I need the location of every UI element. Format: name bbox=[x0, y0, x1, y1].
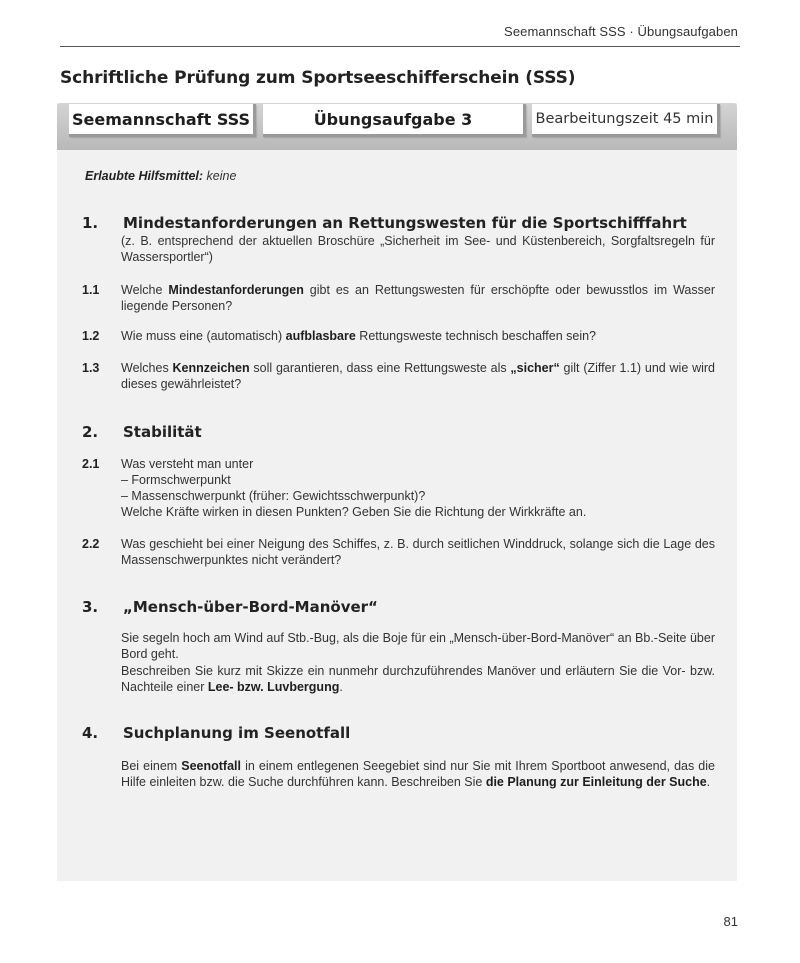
section-3-number: 3. bbox=[82, 598, 99, 616]
section-2-number: 2. bbox=[82, 423, 99, 441]
q11-c: gibt es an Rettungswesten für erschöpfte oder bewusstlos im Wasser liegende Personen? bbox=[121, 283, 715, 313]
q13-e: gilt (Ziffer 1.1) und wie wird dieses gewährleistet? bbox=[121, 361, 716, 391]
section-1-number: 1. bbox=[82, 214, 99, 232]
allowed-aids-value: keine bbox=[203, 169, 237, 183]
s3-task-a: Beschreiben Sie kurz mit Skizze ein nunmehr durchzuführendes Manöver und erläutern Sie die Vor- bzw. Nachteile einer bbox=[121, 664, 715, 694]
page-number: 81 bbox=[723, 914, 738, 929]
question-2-2-number: 2.2 bbox=[82, 537, 100, 551]
q13-a: Welches bbox=[121, 361, 173, 375]
tab-bar bbox=[57, 103, 737, 150]
question-2-2-text: Was geschieht bei einer Neigung des Schiffes, z. B. durch seitlichen Winddruck, solange sich die Lage des Massenschwerpunktes nicht verändert? bbox=[121, 537, 715, 567]
running-head: Seemannschaft SSS · Übungsaufgaben bbox=[504, 24, 738, 39]
s3-task-b: Lee- bzw. Luvbergung bbox=[207, 680, 340, 694]
section-1-title: Mindestanforderungen an Rettungswesten für die Sportschifffahrt bbox=[123, 214, 687, 232]
question-2-1-text bbox=[121, 456, 715, 520]
section-3-title: „Mensch-über-Bord-Manöver“ bbox=[123, 598, 378, 616]
section-3-scenario: Sie segeln hoch am Wind auf Stb.-Bug, als die Boje für ein „Mensch-über-Bord-Manöver“ an Bb.-Seite über Bord geht. bbox=[121, 631, 715, 661]
q11-a: Welche bbox=[121, 283, 169, 297]
q21-outro: Welche Kräfte wirken in diesen Punkten? Geben Sie die Richtung der Wirkkräfte an. bbox=[121, 505, 587, 519]
q12-a: Wie muss eine (automatisch) bbox=[121, 329, 286, 343]
section-4-text bbox=[121, 758, 715, 790]
section-1-note: (z. B. entsprechend der aktuellen Broschüre „Sicherheit im See- und Küstenbereich, Sorgfaltsregeln für Wassersportler“) bbox=[121, 234, 715, 264]
section-3-task bbox=[121, 663, 715, 695]
tab-exercise-label: Übungsaufgabe 3 bbox=[313, 109, 473, 129]
tab-subject bbox=[69, 104, 256, 137]
q21-intro: Was versteht man unter bbox=[121, 457, 254, 471]
header-rule bbox=[60, 46, 740, 47]
section-4-title: Suchplanung im Seenotfall bbox=[123, 724, 351, 742]
question-1-1-number: 1.1 bbox=[82, 283, 100, 297]
allowed-aids bbox=[85, 169, 236, 183]
s4-c: in einem entlegenen Seegebiet sind nur Sie mit Ihrem Sportboot anwesend, das die Hilfe einleiten bzw. die Suche durchführen kann. Beschreiben Sie bbox=[121, 759, 715, 789]
s4-d: die Planung zur Einleitung der Suche bbox=[485, 775, 707, 789]
tab-exercise bbox=[263, 104, 526, 137]
q12-c: Rettungsweste technisch beschaffen sein? bbox=[355, 329, 597, 343]
section-4-number: 4. bbox=[82, 724, 99, 742]
tab-subject-label: Seemannschaft SSS bbox=[72, 109, 250, 129]
q11-b: Mindestanforderungen bbox=[168, 283, 304, 297]
allowed-aids-label: Erlaubte Hilfsmittel: bbox=[85, 169, 204, 183]
q21-item-1: – Formschwerpunkt bbox=[121, 473, 231, 487]
q13-d: „sicher“ bbox=[510, 361, 560, 375]
question-2-1-number: 2.1 bbox=[82, 457, 100, 471]
s4-e: . bbox=[706, 775, 711, 789]
q21-item-2: – Massenschwerpunkt (früher: Gewichtsschwerpunkt)? bbox=[121, 489, 426, 503]
q12-b: aufblasbare bbox=[285, 329, 356, 343]
s4-b: Seenotfall bbox=[181, 759, 241, 773]
section-2-title: Stabilität bbox=[123, 423, 202, 441]
question-1-1-text bbox=[121, 282, 715, 314]
page-title: Schriftliche Prüfung zum Sportseeschifferschein (SSS) bbox=[60, 68, 576, 88]
s3-task-c: . bbox=[339, 680, 343, 694]
question-1-2-number: 1.2 bbox=[82, 329, 100, 343]
s4-a: Bei einem bbox=[121, 759, 182, 773]
question-1-2-text bbox=[121, 328, 715, 344]
q13-c: soll garantieren, dass eine Rettungsweste als bbox=[249, 361, 511, 375]
tab-time bbox=[532, 104, 720, 137]
question-1-3-text bbox=[121, 360, 715, 392]
q13-b: Kennzeichen bbox=[172, 361, 250, 375]
tab-time-label: Bearbeitungszeit 45 min bbox=[535, 111, 714, 127]
question-1-3-number: 1.3 bbox=[82, 361, 100, 375]
